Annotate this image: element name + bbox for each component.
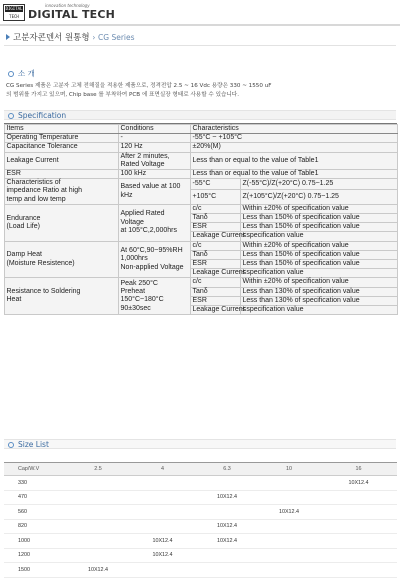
spec-sub-key: ESR [191, 223, 241, 232]
spec-sub-value: Within ±20% of specification value [241, 241, 398, 250]
size-cell: 10X12.4 [129, 548, 196, 563]
spec-sub-key: -55°C [191, 179, 241, 190]
spec-condition [119, 204, 191, 241]
size-cell: 10X12.4 [196, 534, 258, 549]
size-cell: 10X12.4 [67, 563, 129, 578]
spec-header-items: Items [5, 125, 119, 134]
size-cell [67, 534, 129, 549]
spec-sub-value: ≤specification value [241, 269, 398, 278]
spec-characteristic: Less than or equal to the value of Table1 [191, 152, 398, 169]
spec-condition-line: 150°C~180°C [120, 296, 164, 304]
spec-item: Operating Temperature [5, 134, 119, 143]
spec-row-operating-temp [5, 134, 398, 143]
size-header-voltage: 4 [129, 463, 196, 476]
size-cell: 10X12.4 [129, 534, 196, 549]
specification-table [4, 123, 397, 315]
size-row-capacitance: 1000 [4, 534, 67, 549]
size-list-bar [4, 439, 396, 449]
size-cell [196, 548, 258, 563]
size-cell [320, 490, 397, 505]
spec-sub-value: Less than 150% of specification value [241, 214, 398, 223]
size-cell [258, 563, 320, 578]
size-header-row [4, 463, 397, 476]
spec-condition-line: Preheat [120, 288, 146, 296]
size-row [4, 490, 397, 505]
size-list-heading [8, 440, 49, 449]
size-header-voltage: 16 [320, 463, 397, 476]
spec-characteristic: Less than or equal to the value of Table1 [191, 170, 398, 179]
size-row-capacitance: 820 [4, 519, 67, 534]
size-cell [320, 548, 397, 563]
spec-condition-line: kHz [120, 191, 133, 199]
size-row [4, 505, 397, 520]
spec-sub-key: c/c [191, 278, 241, 287]
size-cell: 10X12.4 [196, 490, 258, 505]
spec-item-line: (Moisture Resistence) [6, 259, 75, 267]
size-header-voltage: 6.3 [196, 463, 258, 476]
spec-sub-key: c/c [191, 204, 241, 213]
spec-item-line: impedance Ratio at high [6, 187, 82, 195]
spec-item: Capacitance Tolerance [5, 143, 119, 152]
specification-heading [8, 111, 66, 120]
size-cell [258, 476, 320, 491]
spec-sub-value: Less than 150% of specification value [241, 260, 398, 269]
spec-row-esr [5, 170, 398, 179]
spec-condition-line: Non-applied Voltage [120, 263, 184, 271]
spec-condition-line: At 60°C,90~95%RH [120, 247, 183, 255]
spec-condition-line: Based value at 100 [120, 183, 181, 191]
spec-condition-line: After 2 minutes, [120, 152, 170, 160]
spec-header-row [5, 125, 398, 134]
size-cell [196, 563, 258, 578]
size-row-capacitance: 1500 [4, 563, 67, 578]
spec-item: Leakage Current [5, 152, 119, 169]
size-row [4, 519, 397, 534]
spec-header-conditions: Conditions [119, 125, 191, 134]
brand-name[interactable]: DIGITAL TECH [28, 8, 116, 21]
spec-sub-key: Leakage Current [192, 269, 245, 277]
size-cell [67, 519, 129, 534]
logo-bottom-text: TECH [9, 14, 19, 19]
spec-condition-line: Rated Voltage [120, 160, 165, 168]
spec-item-line: Endurance [6, 214, 41, 222]
spec-item-line: Heat [6, 296, 22, 304]
spec-item [5, 179, 119, 205]
size-cell [258, 534, 320, 549]
spec-item [5, 278, 119, 315]
spec-sub-key: Tanδ [191, 287, 241, 296]
size-row-capacitance: 470 [4, 490, 67, 505]
spec-condition-line: at 105°C,2,000hrs [120, 226, 178, 234]
size-row-capacitance: 560 [4, 505, 67, 520]
section-bullet-icon [8, 113, 14, 119]
size-cell [129, 476, 196, 491]
spec-condition-line: Applied Rated [120, 210, 165, 218]
spec-condition-line: Voltage [120, 218, 144, 226]
spec-item-line: Damp Heat [6, 251, 42, 259]
size-cell [258, 519, 320, 534]
spec-sub-key: +105°C [191, 189, 241, 204]
spec-condition-line: 1,000hrs [120, 255, 148, 263]
section-bullet-icon [8, 442, 14, 448]
spec-row-capacitance-tolerance [5, 143, 398, 152]
spec-sub-value: Less than 150% of specification value [241, 250, 398, 259]
size-cell [258, 490, 320, 505]
spec-condition: - [119, 134, 191, 143]
specification-heading-label: Specification [18, 111, 67, 120]
site-header [0, 0, 400, 26]
size-cell [196, 476, 258, 491]
size-row [4, 563, 397, 578]
section-bullet-icon [8, 71, 14, 77]
company-logo[interactable] [3, 4, 25, 21]
spec-sub-value: Within ±20% of specification value [241, 278, 398, 287]
spec-sub-key: ESR [191, 260, 241, 269]
size-cell [196, 505, 258, 520]
spec-condition: 100 kHz [119, 170, 191, 179]
spec-sub-key: Leakage Current [192, 306, 245, 314]
size-header-corner: Cap/W.V [4, 463, 67, 476]
size-cell [320, 563, 397, 578]
spec-condition [119, 152, 191, 169]
overview-text [6, 82, 398, 99]
size-cell [320, 519, 397, 534]
size-cell [67, 476, 129, 491]
overview-line-2: 의 범위를 가지고 있으며, Chip base 를 부착하여 PCB 에 표면실장 형태로 사용할 수 있습니다. [6, 91, 239, 98]
page-title-sub: CG Series [98, 33, 135, 42]
size-row [4, 476, 397, 491]
size-cell [320, 534, 397, 549]
spec-sub-value: Less than 150% of specification value [241, 223, 398, 232]
spec-item [5, 241, 119, 278]
spec-row-impedance [5, 179, 398, 190]
spec-sub-key: ESR [191, 296, 241, 305]
header-divider [0, 24, 400, 26]
size-row-capacitance: 330 [4, 476, 67, 491]
size-cell [258, 548, 320, 563]
title-arrow-icon [6, 34, 10, 40]
spec-condition-line: 90±30sec [120, 304, 151, 312]
spec-sub-key: c/c [191, 241, 241, 250]
size-header-voltage: 10 [258, 463, 320, 476]
overview-heading [8, 68, 35, 79]
overview-heading-label: 소 개 [18, 69, 35, 78]
spec-sub-value: Less than 130% of specification value [241, 296, 398, 305]
size-row [4, 534, 397, 549]
spec-sub-value: ≤specification value [241, 232, 398, 241]
title-divider [4, 45, 396, 46]
spec-row-damp-heat [5, 241, 398, 250]
spec-condition-line: Peak 250°C [120, 279, 158, 287]
spec-header-characteristics: Characteristics [191, 125, 398, 134]
spec-sub-key: Tanδ [191, 250, 241, 259]
spec-item: ESR [5, 170, 119, 179]
logo-top-text: DIGITAL [5, 6, 23, 11]
chevron-right-icon: › [92, 33, 96, 42]
spec-sub-key: Leakage Current [192, 232, 245, 240]
size-cell [67, 505, 129, 520]
spec-row-leakage-current [5, 152, 398, 169]
spec-sub-value: Z(-55°C)/Z(+20°C) 0.75~1.25 [241, 179, 398, 190]
spec-sub-key: Tanδ [191, 214, 241, 223]
size-cell [67, 548, 129, 563]
spec-condition: 120 Hz [119, 143, 191, 152]
spec-sub-value: Within ±20% of specification value [241, 204, 398, 213]
spec-item-line: Resistance to Soldering [6, 288, 81, 296]
size-cell [67, 490, 129, 505]
spec-sub-value: Less than 130% of specification value [241, 287, 398, 296]
spec-sub-value: Z(+105°C)/Z(+20°C) 0.75~1.25 [241, 189, 398, 204]
spec-row-endurance [5, 204, 398, 213]
tagline: innovation technology [45, 3, 90, 8]
spec-sub-value: ≤specification value [241, 306, 398, 315]
page-title-main: 고분자콘덴서 원통형 [13, 33, 90, 43]
spec-condition [119, 241, 191, 278]
spec-row-soldering [5, 278, 398, 287]
size-list-table [4, 462, 397, 578]
size-cell: 10X12.4 [196, 519, 258, 534]
spec-item [5, 204, 119, 241]
spec-characteristic: -55°C ~ +105°C [191, 134, 398, 143]
page-title [6, 31, 135, 43]
size-cell [129, 490, 196, 505]
size-cell [129, 563, 196, 578]
spec-item-line: (Load Life) [6, 222, 40, 230]
spec-item-line: Characteristics of [6, 179, 61, 187]
spec-condition [119, 278, 191, 315]
size-header-voltage: 2.5 [67, 463, 129, 476]
size-row-capacitance: 1200 [4, 548, 67, 563]
spec-condition [119, 179, 191, 205]
size-list-heading-label: Size List [18, 440, 49, 449]
overview-line-1: CG Series 제품은 고분자 고체 전해질을 적용한 제품으로, 정격전압 2.5 ~ 16 Vdc 용량은 330 ~ 1550 uF [6, 83, 272, 89]
size-cell: 10X12.4 [320, 476, 397, 491]
spec-characteristic: ±20%(M) [191, 143, 398, 152]
size-cell [129, 519, 196, 534]
size-cell [129, 505, 196, 520]
spec-item-line: temp and low temp [6, 195, 66, 203]
size-row [4, 548, 397, 563]
size-cell: 10X12.4 [258, 505, 320, 520]
size-cell [320, 505, 397, 520]
